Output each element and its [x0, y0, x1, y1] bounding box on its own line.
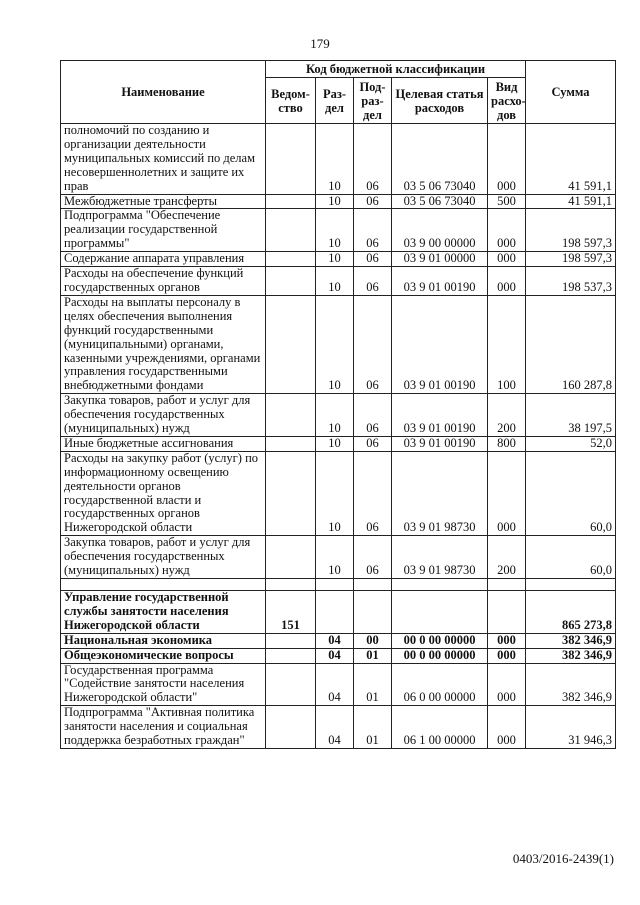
- row-target-article-cell: 03 9 01 00190: [392, 394, 488, 437]
- row-target-article-cell: [392, 591, 488, 634]
- table-row: [61, 451, 616, 535]
- document-code: 0403/2016-2439(1): [512, 851, 614, 866]
- row-subsection-cell: 06: [354, 295, 392, 393]
- row-section-cell: 10: [316, 536, 354, 579]
- header-subsection: Под-раз-дел: [354, 78, 392, 124]
- row-sum-cell: 160 287,8: [526, 295, 616, 393]
- row-sum-cell: 198 537,3: [526, 267, 616, 296]
- table-row: [61, 194, 616, 209]
- row-expense-type-cell: 500: [488, 194, 526, 209]
- row-section-cell: 04: [316, 706, 354, 749]
- row-name-cell: Общеэкономические вопросы: [61, 648, 266, 663]
- header-name: Наименование: [61, 61, 266, 124]
- row-section-cell: 10: [316, 394, 354, 437]
- header-section: Раз-дел: [316, 78, 354, 124]
- table-row: [61, 124, 616, 195]
- row-section-cell: 04: [316, 633, 354, 648]
- row-expense-type-cell: 000: [488, 706, 526, 749]
- row-target-article-cell: 03 9 01 98730: [392, 536, 488, 579]
- row-subsection-cell: 00: [354, 633, 392, 648]
- row-name-cell: Расходы на закупку работ (услуг) по информационному освещению деятельности органов государственной власти и государственных органов Нижегородской области: [61, 451, 266, 535]
- row-section-cell: 10: [316, 295, 354, 393]
- row-target-article-cell: 03 9 01 00190: [392, 436, 488, 451]
- row-name-cell: полномочий по созданию и организации деятельности муниципальных комиссий по делам несовершеннолетних и защите их прав: [61, 124, 266, 195]
- row-target-article-cell: 03 9 00 00000: [392, 209, 488, 252]
- row-sum-cell: 38 197,5: [526, 394, 616, 437]
- row-section-cell: 10: [316, 209, 354, 252]
- row-name-cell: Закупка товаров, работ и услуг для обеспечения государственных (муниципальных) нужд: [61, 394, 266, 437]
- row-section-cell: [316, 591, 354, 634]
- row-department-cell: [266, 209, 316, 252]
- row-target-article-cell: [392, 579, 488, 591]
- row-name-cell: Расходы на обеспечение функций государственных органов: [61, 267, 266, 296]
- row-department-cell: [266, 663, 316, 706]
- row-subsection-cell: 06: [354, 267, 392, 296]
- row-name-cell: Государственная программа "Содействие занятости населения Нижегородской области": [61, 663, 266, 706]
- row-target-article-cell: 06 1 00 00000: [392, 706, 488, 749]
- row-subsection-cell: 01: [354, 706, 392, 749]
- row-sum-cell: 198 597,3: [526, 209, 616, 252]
- row-subsection-cell: 06: [354, 394, 392, 437]
- row-department-cell: [266, 536, 316, 579]
- row-expense-type-cell: 000: [488, 633, 526, 648]
- table-row: [61, 663, 616, 706]
- row-section-cell: 04: [316, 648, 354, 663]
- row-department-cell: [266, 252, 316, 267]
- row-sum-cell: 41 591,1: [526, 194, 616, 209]
- row-name-cell: [61, 579, 266, 591]
- page-number: 179: [310, 36, 330, 51]
- budget-table: [60, 60, 616, 749]
- header-classification-group: Код бюджетной классификации: [266, 61, 526, 78]
- row-name-cell: Межбюджетные трансферты: [61, 194, 266, 209]
- row-subsection-cell: 06: [354, 451, 392, 535]
- row-expense-type-cell: 000: [488, 451, 526, 535]
- row-expense-type-cell: 000: [488, 663, 526, 706]
- row-sum-cell: 382 346,9: [526, 663, 616, 706]
- table-row: [61, 536, 616, 579]
- row-department-cell: [266, 633, 316, 648]
- row-subsection-cell: [354, 591, 392, 634]
- header-department: Ведом-ство: [266, 78, 316, 124]
- row-sum-cell: 382 346,9: [526, 648, 616, 663]
- row-department-cell: [266, 295, 316, 393]
- header-target-article: Целевая статья расходов: [392, 78, 488, 124]
- row-department-cell: [266, 579, 316, 591]
- row-expense-type-cell: 100: [488, 295, 526, 393]
- row-name-cell: Содержание аппарата управления: [61, 252, 266, 267]
- row-expense-type-cell: 000: [488, 252, 526, 267]
- row-expense-type-cell: 000: [488, 267, 526, 296]
- header-sum: Сумма: [526, 61, 616, 124]
- table-row: [61, 579, 616, 591]
- row-section-cell: 10: [316, 436, 354, 451]
- row-expense-type-cell: [488, 579, 526, 591]
- row-target-article-cell: 03 9 01 00190: [392, 267, 488, 296]
- row-subsection-cell: 06: [354, 194, 392, 209]
- row-department-cell: [266, 451, 316, 535]
- header-expense-type: Вид расхо-дов: [488, 78, 526, 124]
- row-subsection-cell: 01: [354, 648, 392, 663]
- row-section-cell: 10: [316, 124, 354, 195]
- table-row: [61, 633, 616, 648]
- row-name-cell: Закупка товаров, работ и услуг для обеспечения государственных (муниципальных) нужд: [61, 536, 266, 579]
- row-sum-cell: 865 273,8: [526, 591, 616, 634]
- row-target-article-cell: 03 9 01 98730: [392, 451, 488, 535]
- table-row: [61, 706, 616, 749]
- row-department-cell: [266, 648, 316, 663]
- row-sum-cell: 41 591,1: [526, 124, 616, 195]
- row-name-cell: Расходы на выплаты персоналу в целях обеспечения выполнения функций государственными (муниципальными) органами, казенными учреждениями, органами управления государственными внебюджетными фондами: [61, 295, 266, 393]
- row-sum-cell: 52,0: [526, 436, 616, 451]
- row-sum-cell: 60,0: [526, 451, 616, 535]
- row-subsection-cell: 06: [354, 536, 392, 579]
- row-name-cell: Национальная экономика: [61, 633, 266, 648]
- row-expense-type-cell: 200: [488, 394, 526, 437]
- table-row: [61, 252, 616, 267]
- row-sum-cell: 198 597,3: [526, 252, 616, 267]
- row-name-cell: Управление государственной службы занятости населения Нижегородской области: [61, 591, 266, 634]
- table-row: [61, 394, 616, 437]
- row-sum-cell: 382 346,9: [526, 633, 616, 648]
- table-row: [61, 267, 616, 296]
- row-section-cell: 10: [316, 194, 354, 209]
- row-target-article-cell: 06 0 00 00000: [392, 663, 488, 706]
- row-target-article-cell: 03 9 01 00190: [392, 295, 488, 393]
- row-subsection-cell: 06: [354, 436, 392, 451]
- row-target-article-cell: 03 5 06 73040: [392, 194, 488, 209]
- row-department-cell: [266, 194, 316, 209]
- row-subsection-cell: 01: [354, 663, 392, 706]
- budget-table-container: [60, 60, 615, 749]
- row-subsection-cell: 06: [354, 252, 392, 267]
- row-subsection-cell: 06: [354, 209, 392, 252]
- row-expense-type-cell: [488, 591, 526, 634]
- row-name-cell: Подпрограмма "Обеспечение реализации государственной программы": [61, 209, 266, 252]
- row-section-cell: 04: [316, 663, 354, 706]
- row-target-article-cell: 03 9 01 00000: [392, 252, 488, 267]
- row-sum-cell: [526, 579, 616, 591]
- row-subsection-cell: [354, 579, 392, 591]
- row-sum-cell: 31 946,3: [526, 706, 616, 749]
- row-subsection-cell: 06: [354, 124, 392, 195]
- row-target-article-cell: 00 0 00 00000: [392, 633, 488, 648]
- row-section-cell: 10: [316, 252, 354, 267]
- row-department-cell: [266, 267, 316, 296]
- row-section-cell: 10: [316, 451, 354, 535]
- table-row: [61, 591, 616, 634]
- table-row: [61, 295, 616, 393]
- row-target-article-cell: 00 0 00 00000: [392, 648, 488, 663]
- row-section-cell: 10: [316, 267, 354, 296]
- row-target-article-cell: 03 5 06 73040: [392, 124, 488, 195]
- row-expense-type-cell: 000: [488, 124, 526, 195]
- row-sum-cell: 60,0: [526, 536, 616, 579]
- table-row: [61, 436, 616, 451]
- row-department-cell: [266, 706, 316, 749]
- table-row: [61, 209, 616, 252]
- row-expense-type-cell: 000: [488, 648, 526, 663]
- row-section-cell: [316, 579, 354, 591]
- row-department-cell: [266, 394, 316, 437]
- row-department-cell: [266, 436, 316, 451]
- row-expense-type-cell: 000: [488, 209, 526, 252]
- row-expense-type-cell: 800: [488, 436, 526, 451]
- row-name-cell: Подпрограмма "Активная политика занятости населения и социальная поддержка безработных граждан": [61, 706, 266, 749]
- table-body: [61, 124, 616, 749]
- row-expense-type-cell: 200: [488, 536, 526, 579]
- table-row: [61, 648, 616, 663]
- row-department-cell: [266, 124, 316, 195]
- row-name-cell: Иные бюджетные ассигнования: [61, 436, 266, 451]
- row-department-cell: 151: [266, 591, 316, 634]
